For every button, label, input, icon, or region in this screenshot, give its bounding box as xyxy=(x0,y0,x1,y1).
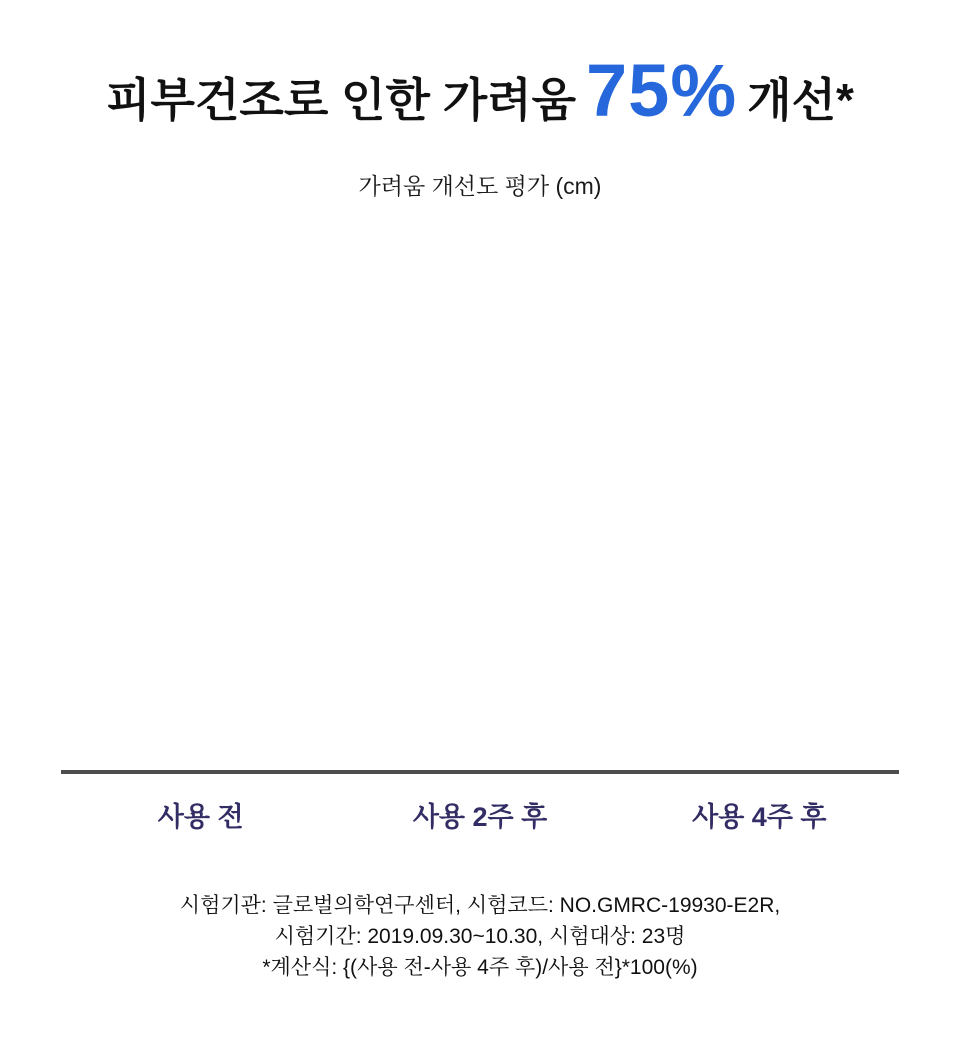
x-axis-label-before-use: 사용 전 xyxy=(157,802,244,832)
headline-suffix: 개선* xyxy=(747,74,854,126)
x-axis-line xyxy=(61,770,899,774)
x-axis-label-2-weeks: 사용 2주 후 xyxy=(412,802,548,832)
footnote xyxy=(0,890,960,983)
x-axis-label-4-weeks: 사용 4주 후 xyxy=(692,802,827,832)
x-axis-labels xyxy=(61,800,899,835)
chart-plot-area xyxy=(61,210,899,768)
headline xyxy=(0,49,960,132)
headline-prefix: 피부건조로 인한 가려움 xyxy=(106,74,577,126)
headline-percentage: 75% xyxy=(586,49,738,132)
footnote-line-formula: *계산식: {(사용 전-사용 4주 후)/사용 전}*100(%) xyxy=(262,956,698,979)
chart-title: 가려움 개선도 평가 (cm) xyxy=(358,173,602,199)
footnote-line-institution: 시험기관: 글로벌의학연구센터, 시험코드: NO.GMRC-19930-E2R, xyxy=(179,894,781,917)
footnote-line-period: 시험기간: 2019.09.30~10.30, 시험대상: 23명 xyxy=(274,925,686,948)
